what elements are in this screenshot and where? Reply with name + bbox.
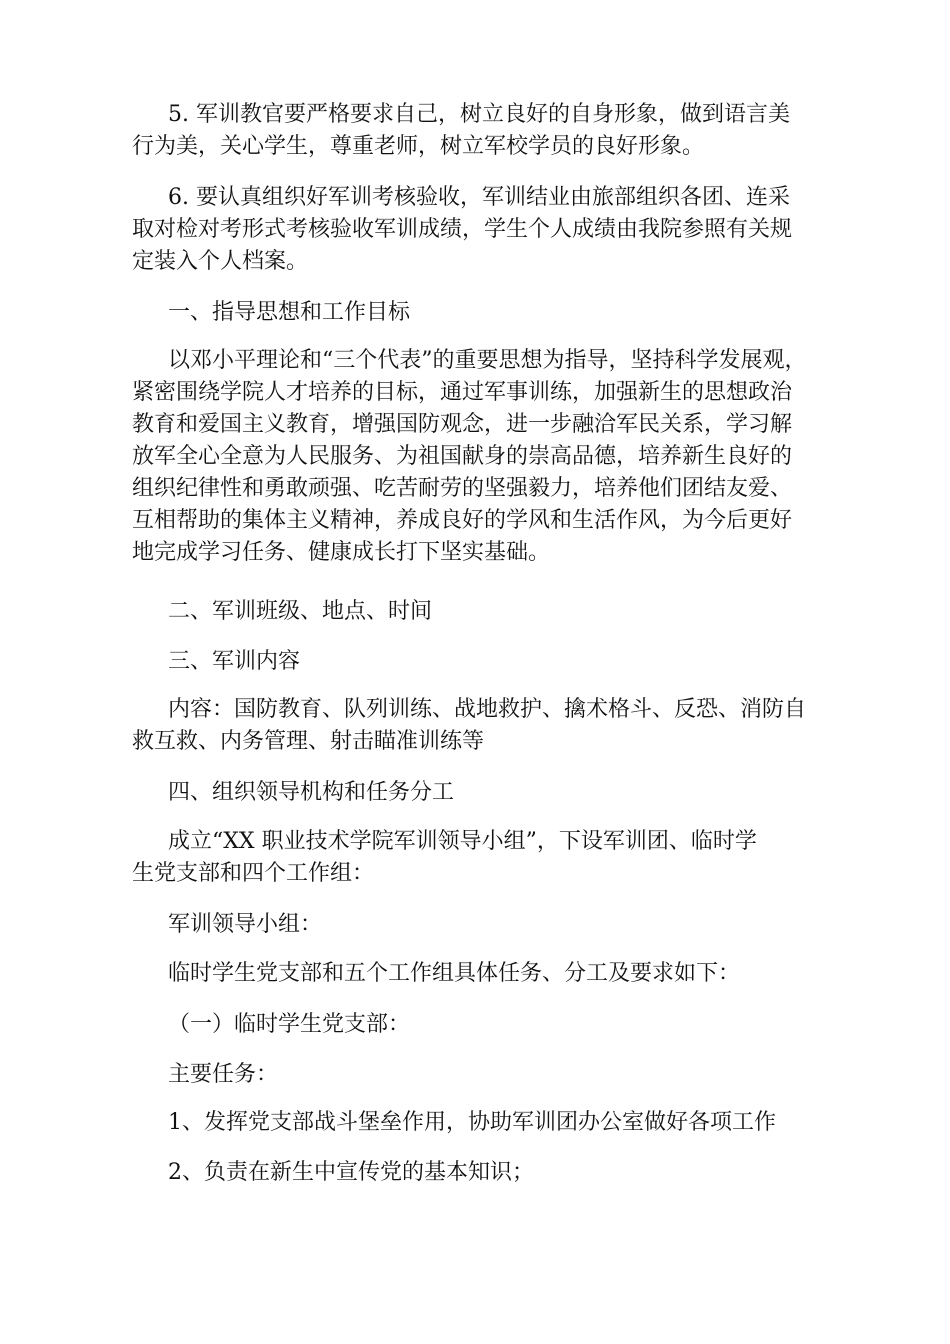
text-line: 生党支部和四个工作组： bbox=[132, 861, 375, 886]
section-heading-2 bbox=[132, 596, 832, 628]
paragraph-training-content bbox=[132, 694, 832, 758]
text-line: 定装入个人档案。 bbox=[132, 249, 309, 274]
paragraph-leadership-group bbox=[132, 909, 832, 941]
text-line: 取对检对考形式考核验收军训成绩，学生个人成绩由我院参照有关规 bbox=[132, 217, 793, 242]
text-line: 1、发挥党支部战斗堡垒作用，协助军训团办公室做好各项工作 bbox=[168, 1110, 776, 1135]
text-line: 组织纪律性和勇敢顽强、吃苦耐劳的坚强毅力，培养他们团结友爱、 bbox=[132, 476, 793, 501]
text-line: 三、军训内容 bbox=[168, 649, 301, 674]
text-line: 2、负责在新生中宣传党的基本知识； bbox=[168, 1160, 534, 1185]
text-line: 一、指导思想和工作目标 bbox=[168, 300, 411, 325]
text-line: 四、组织领导机构和任务分工 bbox=[168, 780, 455, 805]
list-item-2 bbox=[132, 1157, 832, 1189]
text-line: 放军全心全意为人民服务、为祖国献身的崇高品德，培养新生良好的 bbox=[132, 444, 793, 469]
paragraph-guiding-ideology bbox=[132, 345, 832, 569]
text-line: 地完成学习任务、健康成长打下坚实基础。 bbox=[132, 540, 551, 565]
paragraph-item-5 bbox=[132, 99, 832, 163]
text-line: 救互救、内务管理、射击瞄准训练等 bbox=[132, 729, 485, 754]
text-line: 以邓小平理论和“三个代表”的重要思想为指导，坚持科学发展观， bbox=[168, 348, 807, 373]
text-line: 教育和爱国主义教育，增强国防观念，进一步融洽军民关系，学习解 bbox=[132, 412, 793, 437]
list-item-1 bbox=[132, 1107, 832, 1139]
paragraph-item-6 bbox=[132, 182, 832, 278]
text-line: 主要任务： bbox=[168, 1062, 279, 1087]
text-line: 6. 要认真组织好军训考核验收，军训结业由旅部组织各团、连采 bbox=[168, 185, 790, 210]
paragraph-main-tasks bbox=[132, 1059, 832, 1091]
text-line: 紧密围绕学院人才培养的目标，通过军事训练，加强新生的思想政治 bbox=[132, 380, 793, 405]
section-heading-4 bbox=[132, 777, 832, 809]
section-heading-1 bbox=[132, 297, 832, 329]
text-line: 行为美，关心学生，尊重老师，树立军校学员的良好形象。 bbox=[132, 134, 705, 159]
text-line: 5. 军训教官要严格要求自己，树立良好的自身形象，做到语言美 bbox=[168, 102, 790, 127]
text-line: （一）临时学生党支部： bbox=[168, 1012, 411, 1037]
paragraph-organization bbox=[132, 826, 832, 890]
subsection-heading-party-branch bbox=[132, 1009, 832, 1041]
section-heading-3 bbox=[132, 646, 832, 678]
text-line: 互相帮助的集体主义精神，养成良好的学风和生活作风，为今后更好 bbox=[132, 508, 793, 533]
text-line: 内容：国防教育、队列训练、战地救护、擒术格斗、反恐、消防自 bbox=[168, 697, 807, 722]
text-line: 临时学生党支部和五个工作组具体任务、分工及要求如下： bbox=[168, 961, 741, 986]
text-line: 军训领导小组： bbox=[168, 912, 323, 937]
text-line: 成立“XX 职业技术学院军训领导小组”，下设军训团、临时学 bbox=[168, 829, 757, 854]
paragraph-task-division bbox=[132, 958, 832, 990]
text-line: 二、军训班级、地点、时间 bbox=[168, 599, 433, 624]
